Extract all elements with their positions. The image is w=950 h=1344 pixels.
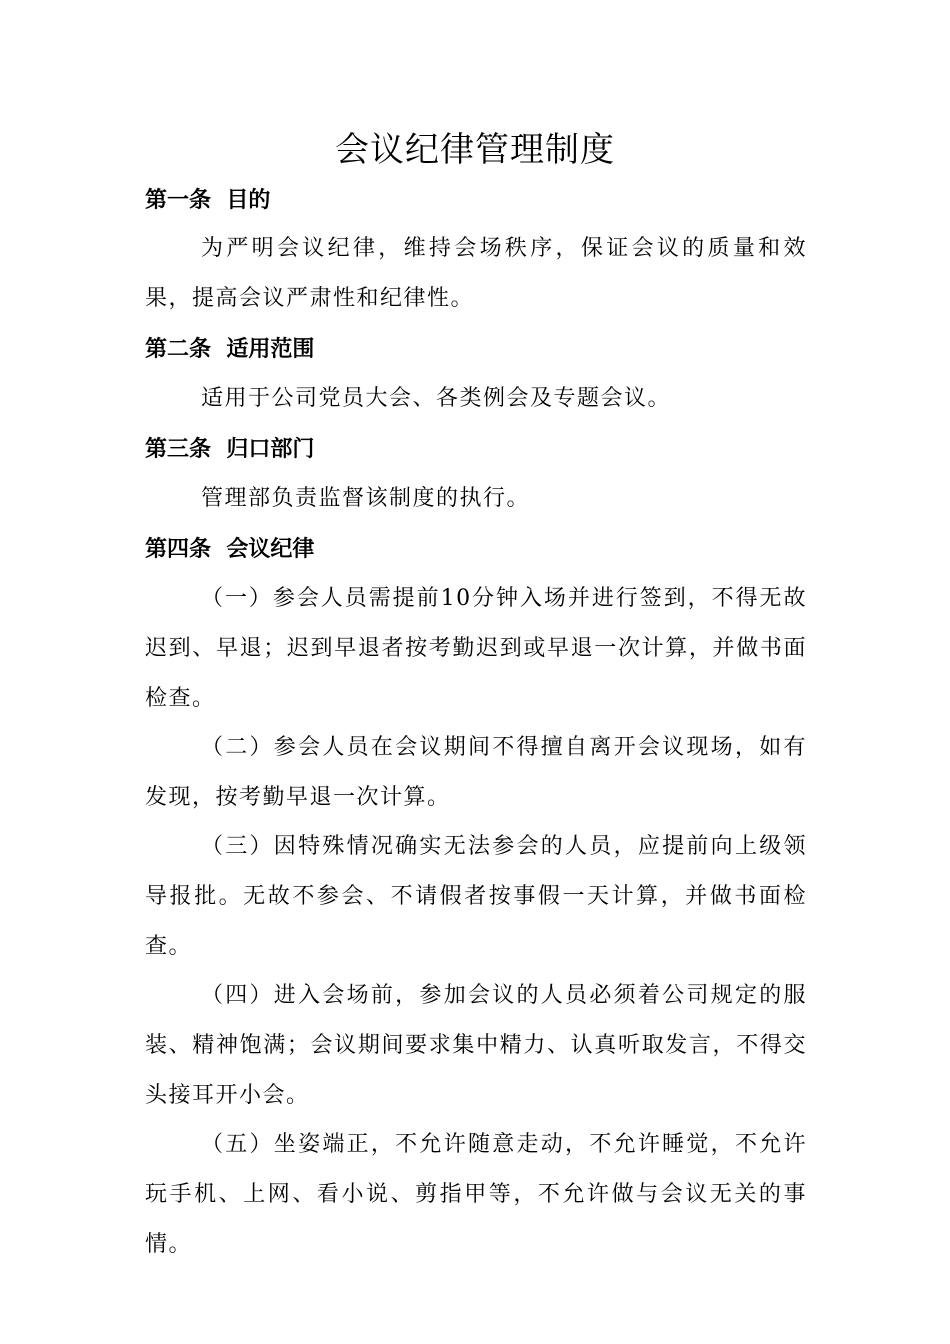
section-heading-scope: 第二条 适用范围 <box>145 337 315 362</box>
discipline-item-2: （二）参会人员在会议期间不得擅自离开会议现场，如有发现，按考勤早退一次计算。 <box>145 735 807 810</box>
discipline-item-3: （三）因特殊情况确实无法参会的人员，应提前向上级领导报批。无故不参会、不请假者按事假一天计算，并做书面检查。 <box>145 834 807 959</box>
section-heading-discipline: 第四条 会议纪律 <box>145 537 315 562</box>
discipline-item-4: （四）进入会场前，参加会议的人员必须着公司规定的服装、精神饱满；会议期间要求集中精力、认真听取发言，不得交头接耳开小会。 <box>145 983 807 1108</box>
section-paragraph-purpose: 为严明会议纪律，维持会场秩序，保证会议的质量和效果，提高会议严肃性和纪律性。 <box>145 236 807 311</box>
section-paragraph-scope: 适用于公司党员大会、各类例会及专题会议。 <box>201 386 672 411</box>
discipline-item-1: （一）参会人员需提前10分钟入场并进行签到，不得无故迟到、早退；迟到早退者按考勤迟到或早退一次计算，并做书面检查。 <box>145 586 807 711</box>
document-title: 会议纪律管理制度 <box>335 130 615 170</box>
section-heading-department: 第三条 归口部门 <box>145 437 315 462</box>
section-paragraph-department: 管理部负责监督该制度的执行。 <box>201 486 531 511</box>
section-heading-purpose: 第一条 目的 <box>145 188 271 213</box>
discipline-item-5: （五）坐姿端正，不允许随意走动，不允许睡觉，不允许玩手机、上网、看小说、剪指甲等，不允许做与会议无关的事情。 <box>145 1132 807 1257</box>
